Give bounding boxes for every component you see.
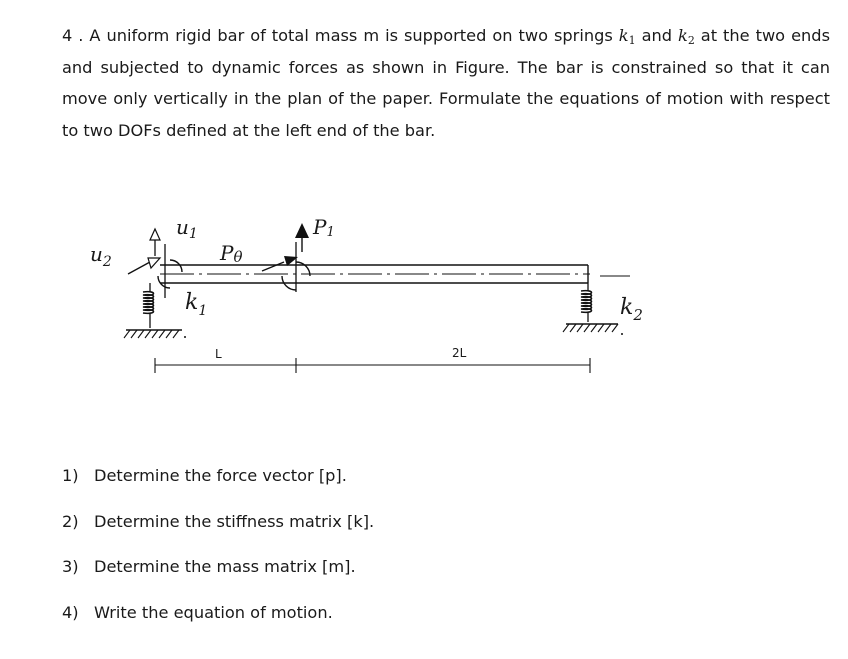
dimension-right-label: 2L [452, 346, 467, 360]
rigid-bar [160, 265, 590, 283]
u2-dof-arrow [128, 258, 160, 274]
k1-label: $k_1$ [185, 290, 208, 319]
problem-text-3: at the two ends and subjected to dynamic forces as shown in Figure. The bar is constrained so that it can move only vertically in the plan of the paper. Formulate the equations of motion with respect to two DOFs defined at the left end of the bar. [62, 26, 830, 140]
task-item: 4) Write the equation of motion. [62, 602, 333, 622]
figure-svg [84, 205, 684, 385]
problem-statement [62, 20, 830, 146]
u1-label: $u_1$ [176, 215, 198, 242]
task-list [62, 460, 762, 642]
spring-k1-symbol: $k_1$ [618, 26, 636, 47]
task-item: 3) Determine the mass matrix [m]. [62, 557, 356, 576]
spring-k2-symbol: $k_2$ [678, 26, 695, 47]
dimension-left-label: L [215, 347, 222, 361]
u1-dof-arrow [150, 229, 160, 256]
task-item: 1) Determine the force vector [p]. [62, 466, 347, 485]
u2-label: $u_2$ [90, 242, 112, 270]
spring-k1 [143, 283, 154, 328]
p1-force-arrow [295, 223, 309, 252]
problem-number: 4 . [62, 26, 84, 45]
load-point-node [282, 242, 310, 292]
task-item: 2) Determine the stiffness matrix [k]. [62, 511, 375, 531]
k2-label: $k_2$ [620, 295, 643, 324]
p1-label: P1 [313, 215, 335, 240]
ground-left [124, 330, 186, 338]
problem-text-1: A uniform rigid bar of total mass m is supported on two springs [89, 26, 619, 45]
p0-label: Pθ [220, 241, 243, 266]
left-node [158, 244, 182, 298]
p0-moment-arrow [262, 256, 298, 271]
ground-right [563, 324, 623, 335]
bar-spring-figure [84, 205, 684, 385]
problem-text-2: and [635, 26, 679, 45]
